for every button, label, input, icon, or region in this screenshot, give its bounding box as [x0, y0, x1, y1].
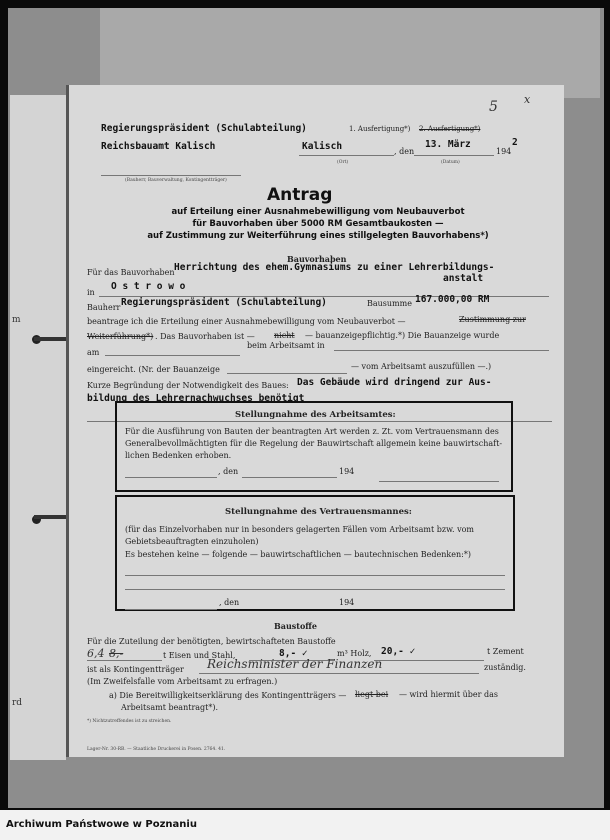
field-label: t Eisen und Stahl, [163, 651, 236, 660]
quota-holder: Reichsminister der Finanzen [207, 657, 383, 671]
wood-value: 8,- ✓ [279, 648, 308, 659]
form-subtitle [69, 206, 567, 242]
copy-2: 2. Ausfertigung*) [419, 125, 481, 133]
field-label: beim Arbeitsamt in [247, 341, 325, 350]
field-label: Für das Bauvorhaben [87, 268, 175, 277]
body-text: — bauanzeigepflichtig.*) Die Bauanzeige wurde [305, 331, 500, 340]
year-label: 194 [339, 598, 355, 607]
struck-text: nicht [274, 331, 295, 340]
date-label: (Datum) [441, 160, 460, 165]
project-name-cont: anstalt [443, 273, 484, 284]
field-label: Bausumme [367, 299, 412, 308]
body-text: . Das Bauvorhaben ist — [155, 332, 255, 341]
struck-text: liegt bei [355, 690, 389, 699]
box-text: Es bestehen keine — folgende — bauwirtschaftlichen — bautechnischen Bedenken:*) [125, 550, 471, 559]
subtitle-line: auf Erteilung einer Ausnahmebewilligung vom Neubauverbot [171, 207, 465, 217]
issuer-label: (Bauherr, Bauverwaltung, Kontingentträger) [125, 178, 227, 183]
form-title: Antrag [267, 185, 333, 205]
underlying-page [10, 95, 66, 760]
field-label: Kurze Begründung der Notwendigkeit des Baues: [87, 381, 289, 390]
struck-text: Zustimmung zur [459, 315, 526, 324]
footnote: *) Nichtzutreffendes ist zu streichen. [87, 719, 172, 724]
box-text: Gebietsbeauftragten einzuholen) [125, 537, 259, 546]
body-text: beantrage ich die Erteilung einer Ausnahmebewilligung vom Neubauverbot — [87, 317, 406, 326]
margin-text: m [12, 315, 21, 325]
body-text: (Im Zweifelsfalle vom Arbeitsamt zu erfragen.) [87, 677, 278, 686]
body-text: a) Die Bereitwilligkeitserklärung des Kontingentträgers — [109, 691, 347, 700]
place: Kalisch [302, 141, 343, 152]
body-text: Arbeitsamt beantragt*). [121, 703, 219, 712]
location: O s t r o w o [111, 281, 186, 292]
copy-1: 1. Ausfertigung*) [349, 125, 411, 133]
field-label: am [87, 348, 100, 357]
box-text: Generalbevollmächtigten für die Regelung der Bauwirtschaft allgemein keine bauwirtschaft- [125, 439, 503, 448]
authority: Regierungspräsident (Schulabteilung) [101, 123, 307, 134]
printer-imprint: Lager-Nr. 30-RB. — Staatliche Druckerei in Posen. 2764. 41. [87, 747, 226, 752]
year-label: 194 [339, 467, 355, 476]
date: 13. März [425, 139, 471, 150]
employment-office-box [115, 401, 513, 492]
field-label: t Zement [487, 647, 524, 656]
section-heading: Baustoffe [274, 621, 317, 631]
box-text: lichen Bedenken erhoben. [125, 451, 232, 460]
archive-caption-bar [0, 810, 610, 840]
field-label: Bauherr [87, 303, 121, 312]
steel-struck: 8,- [109, 647, 124, 660]
subtitle-line: für Bauvorhaben über 5000 RM Gesamtbaukosten — [192, 219, 444, 229]
year-prefix: 194 [496, 147, 512, 156]
den-label: , den [218, 467, 239, 476]
page-number: 5 [489, 99, 498, 115]
box-text: Für die Ausführung von Bauten der beantragten Art werden z. Zt. vom Vertrauensmann des [125, 427, 499, 436]
year-suffix: 2 [512, 137, 518, 148]
den-label: , den [219, 598, 240, 607]
project-name: Herrichtung des ehem.Gymnasiums zu einer Lehrerbildungs- [174, 262, 495, 273]
application-form [66, 85, 564, 757]
place-label: (Ort) [337, 160, 349, 165]
den-label: , den [394, 147, 415, 156]
field-label: — vom Arbeitsamt auszufüllen —.) [351, 362, 492, 371]
office: Reichsbauamt Kalisch [101, 141, 216, 152]
field-label: m³ Holz, [337, 649, 372, 658]
body-text: Für die Zuteilung der benötigten, bewirtschafteten Baustoffe [87, 637, 336, 646]
section-heading: Bauvorhaben [287, 254, 347, 264]
steel-value: 6,4 [87, 647, 105, 660]
corner-mark: x [524, 93, 531, 106]
bauherr: Regierungspräsident (Schulabteilung) [121, 297, 327, 308]
body-text: zuständig. [484, 663, 526, 672]
reason: Das Gebäude wird dringend zur Aus- [297, 377, 492, 388]
construction-sum: 167.000,00 RM [415, 294, 490, 305]
box-heading: Stellungnahme des Arbeitsamtes: [235, 410, 396, 420]
subtitle-line: auf Zustimmung zur Weiterführung eines stillgelegten Bauvorhabens*) [147, 231, 489, 241]
box-text: (für das Einzelvorhaben nur in besonders gelagerten Fällen vom Arbeitsamt bzw. vom [125, 525, 475, 534]
body-text: — wird hiermit über das [399, 690, 498, 699]
box-heading: Stellungnahme des Vertrauensmannes: [225, 507, 412, 517]
struck-text: Weiterführung*) [87, 332, 154, 341]
archive-caption: Archiwum Państwowe w Poznaniu [6, 819, 197, 830]
field-label: ist als Kontingentträger [87, 665, 184, 674]
margin-text: rd [12, 698, 23, 708]
field-label: eingereicht. (Nr. der Bauanzeige [87, 365, 220, 374]
field-label: in [87, 288, 95, 297]
trustee-box [115, 495, 515, 611]
cement-value: 20,- ✓ [381, 646, 416, 657]
reason-cont: bildung des Lehrernachwuchses benötigt [87, 393, 305, 404]
